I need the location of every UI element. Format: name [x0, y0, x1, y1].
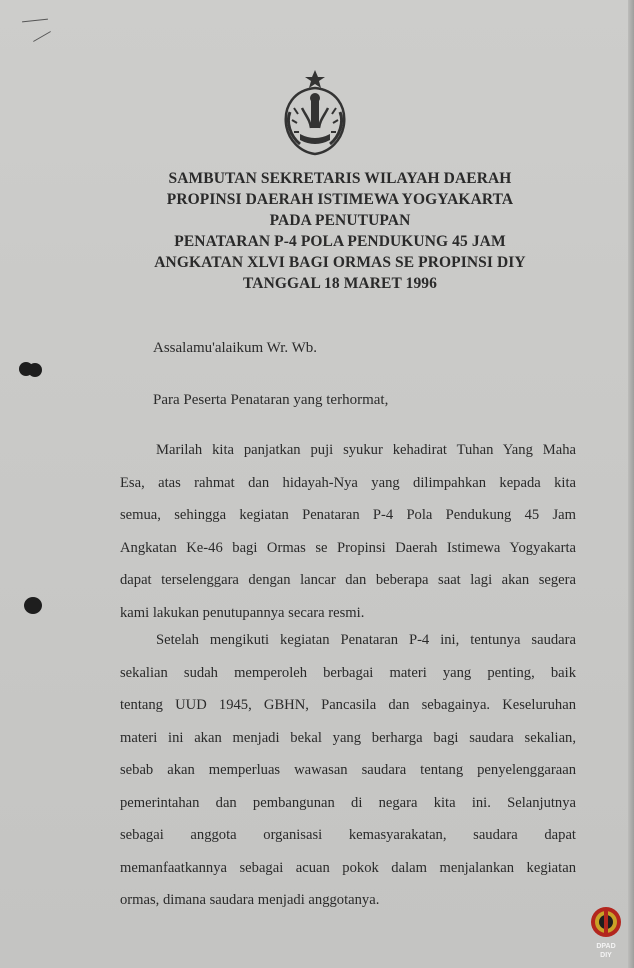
- paragraph-line: Marilah kita panjatkan puji syukur kehadirat Tuhan Yang Maha: [156, 442, 576, 458]
- pen-mark: [33, 31, 51, 42]
- punch-hole: [24, 597, 42, 614]
- paragraph-line: Esa, atas rahmat dan hidayah-Nya yang dilimpahkan kepada kita: [120, 474, 576, 491]
- paragraph-line: sekalian sudah memperoleh berbagai materi yang penting, baik: [120, 664, 576, 681]
- title-line: TANGGAL 18 MARET 1996: [242, 275, 437, 292]
- paragraph-2: [120, 624, 576, 917]
- dpad-diy-logo-icon: [588, 902, 624, 960]
- paragraph-line: Angkatan Ke-46 bagi Ormas se Propinsi Daerah Istimewa Yogyakarta: [120, 539, 576, 556]
- paragraph-line: sebab akan memperluas wawasan saudara tentang penyelenggaraan: [120, 762, 576, 778]
- paragraph-line: kami lakukan penutupannya secara resmi.: [120, 604, 365, 621]
- title-line: SAMBUTAN SEKRETARIS WILAYAH DAERAH: [168, 170, 512, 187]
- salutation: Para Peserta Penataran yang terhormat,: [153, 392, 389, 408]
- paragraph-line: memanfaatkannya sebagai acuan pokok dalam menjalankan kegiatan: [120, 859, 576, 876]
- paragraph-line: semua, sehingga kegiatan Penataran P-4 Pola Pendukung 45 Jam: [120, 507, 576, 523]
- yogyakarta-emblem-icon: [280, 68, 350, 158]
- paragraph-line: pemerintahan dan pembangunan di negara kita ini. Selanjutnya: [120, 794, 576, 811]
- pen-mark: [22, 19, 48, 23]
- logo-text-bottom: DIY: [600, 952, 612, 959]
- paragraph-line: sebagai anggota organisasi kemasyarakatan, saudara dapat: [120, 827, 576, 843]
- title-line: PADA PENUTUPAN: [269, 212, 411, 229]
- title-line: PENATARAN P-4 POLA PENDUKUNG 45 JAM: [174, 233, 506, 250]
- paragraph-line: ormas, dimana saudara menjadi anggotanya.: [120, 892, 380, 908]
- page-edge: [628, 0, 634, 968]
- paragraph-line: materi ini akan menjadi bekal yang berharga bagi saudara sekalian,: [120, 729, 576, 746]
- paragraph-line: tentang UUD 1945, GBHN, Pancasila dan sebagainya. Keseluruhan: [120, 697, 576, 713]
- paragraph-1: [120, 434, 576, 629]
- logo-text-top: DPAD: [596, 943, 616, 950]
- greeting: Assalamu'alaikum Wr. Wb.: [153, 340, 318, 356]
- title-line: PROPINSI DAERAH ISTIMEWA YOGYAKARTA: [166, 191, 514, 208]
- document-title: [100, 168, 580, 294]
- paragraph-line: Setelah mengikuti kegiatan Penataran P-4 ini, tentunya saudara: [156, 632, 576, 648]
- title-line: ANGKATAN XLVI BAGI ORMAS SE PROPINSI DIY: [154, 254, 526, 271]
- paragraph-line: dapat terselenggara dengan lancar dan beberapa saat lagi akan segera: [120, 572, 576, 588]
- punch-hole: [28, 363, 42, 377]
